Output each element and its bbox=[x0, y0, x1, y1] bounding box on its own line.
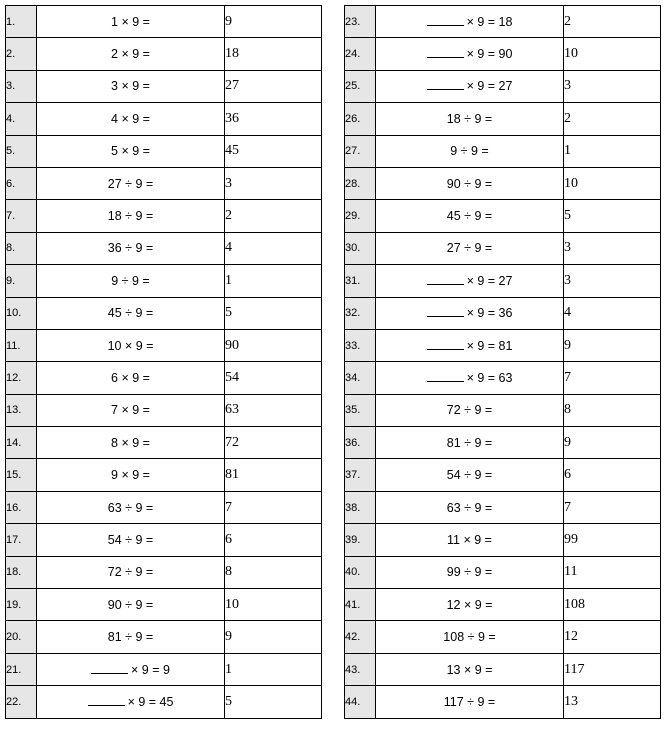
worksheet-row bbox=[6, 167, 322, 199]
answer-blank-line bbox=[427, 24, 464, 26]
worksheet-row bbox=[6, 653, 322, 685]
problem-answer: 10 bbox=[225, 589, 322, 621]
problem-number: 26. bbox=[345, 103, 376, 135]
problem-question bbox=[37, 686, 225, 718]
worksheet-row bbox=[6, 297, 322, 329]
problem-answer: 6 bbox=[564, 459, 661, 491]
question-text: × 9 = 27 bbox=[466, 79, 513, 94]
problem-question bbox=[376, 394, 564, 426]
problem-question bbox=[376, 459, 564, 491]
worksheet-row bbox=[345, 394, 661, 426]
question-text: 54 ÷ 9 = bbox=[107, 532, 154, 547]
answer-blank-line bbox=[427, 380, 464, 382]
problem-answer: 13 bbox=[564, 686, 661, 718]
problem-question bbox=[37, 653, 225, 685]
problem-question bbox=[37, 329, 225, 361]
worksheet-row bbox=[6, 265, 322, 297]
problem-question bbox=[37, 70, 225, 102]
problem-answer: 7 bbox=[225, 491, 322, 523]
problem-question bbox=[37, 265, 225, 297]
problem-question bbox=[37, 394, 225, 426]
right-worksheet-table bbox=[344, 5, 661, 719]
problem-answer: 5 bbox=[225, 686, 322, 718]
problem-answer: 108 bbox=[564, 589, 661, 621]
problem-number: 40. bbox=[345, 556, 376, 588]
answer-blank-line bbox=[88, 704, 125, 706]
question-text: 27 ÷ 9 = bbox=[446, 241, 493, 256]
worksheet-row bbox=[6, 103, 322, 135]
problem-number: 6. bbox=[6, 167, 37, 199]
problem-answer: 117 bbox=[564, 653, 661, 685]
worksheet-row bbox=[345, 329, 661, 361]
question-text: 27 ÷ 9 = bbox=[107, 176, 154, 191]
worksheet-row bbox=[345, 491, 661, 523]
problem-question bbox=[37, 232, 225, 264]
problem-answer: 99 bbox=[564, 524, 661, 556]
problem-answer: 9 bbox=[225, 621, 322, 653]
worksheet-row bbox=[345, 167, 661, 199]
problem-number: 24. bbox=[345, 38, 376, 70]
question-text: 72 ÷ 9 = bbox=[446, 403, 493, 418]
problem-question bbox=[37, 200, 225, 232]
worksheet-row bbox=[6, 135, 322, 167]
worksheet-row bbox=[345, 200, 661, 232]
question-text: 5 × 9 = bbox=[111, 144, 150, 159]
problem-question bbox=[37, 297, 225, 329]
problem-answer: 11 bbox=[564, 556, 661, 588]
problem-question bbox=[37, 362, 225, 394]
question-text: 8 × 9 = bbox=[111, 435, 150, 450]
problem-question bbox=[376, 329, 564, 361]
problem-answer: 1 bbox=[564, 135, 661, 167]
problem-answer: 54 bbox=[225, 362, 322, 394]
problem-question bbox=[376, 232, 564, 264]
worksheet-row bbox=[6, 329, 322, 361]
problem-question bbox=[37, 6, 225, 38]
problem-number: 44. bbox=[345, 686, 376, 718]
problem-number: 5. bbox=[6, 135, 37, 167]
worksheet-row bbox=[345, 265, 661, 297]
problem-question bbox=[37, 524, 225, 556]
worksheet-row bbox=[6, 6, 322, 38]
worksheet-row bbox=[6, 459, 322, 491]
problem-question bbox=[376, 491, 564, 523]
problem-number: 39. bbox=[345, 524, 376, 556]
problem-question bbox=[376, 427, 564, 459]
question-text: 18 ÷ 9 = bbox=[107, 209, 154, 224]
problem-question bbox=[37, 135, 225, 167]
problem-number: 4. bbox=[6, 103, 37, 135]
problem-number: 42. bbox=[345, 621, 376, 653]
problem-question bbox=[376, 362, 564, 394]
answer-blank-line bbox=[427, 56, 464, 58]
problem-question bbox=[376, 524, 564, 556]
problem-number: 7. bbox=[6, 200, 37, 232]
question-text: 10 × 9 = bbox=[107, 338, 154, 353]
problem-number: 31. bbox=[345, 265, 376, 297]
question-text: 13 × 9 = bbox=[446, 662, 493, 677]
question-text: 18 ÷ 9 = bbox=[446, 111, 493, 126]
problem-answer: 1 bbox=[225, 265, 322, 297]
problem-number: 34. bbox=[345, 362, 376, 394]
problem-answer: 8 bbox=[225, 556, 322, 588]
question-text: × 9 = 9 bbox=[131, 662, 170, 677]
problem-number: 22. bbox=[6, 686, 37, 718]
worksheet-row bbox=[6, 589, 322, 621]
worksheet-row bbox=[6, 524, 322, 556]
problem-number: 21. bbox=[6, 653, 37, 685]
answer-blank-line bbox=[427, 88, 464, 90]
problem-question bbox=[376, 135, 564, 167]
question-text: × 9 = 63 bbox=[466, 370, 513, 385]
worksheet-row bbox=[6, 38, 322, 70]
question-text: 108 ÷ 9 = bbox=[443, 630, 496, 645]
worksheet-row bbox=[345, 103, 661, 135]
worksheet-row bbox=[6, 70, 322, 102]
problem-number: 11. bbox=[6, 329, 37, 361]
question-text: 54 ÷ 9 = bbox=[446, 468, 493, 483]
problem-question bbox=[376, 653, 564, 685]
worksheet-row bbox=[345, 589, 661, 621]
problem-number: 14. bbox=[6, 427, 37, 459]
worksheet-row bbox=[345, 621, 661, 653]
left-worksheet-table bbox=[5, 5, 322, 719]
worksheet-row bbox=[345, 70, 661, 102]
problem-question bbox=[37, 167, 225, 199]
problem-answer: 7 bbox=[564, 362, 661, 394]
question-text: × 9 = 45 bbox=[127, 694, 174, 709]
problem-number: 23. bbox=[345, 6, 376, 38]
problem-number: 41. bbox=[345, 589, 376, 621]
problem-number: 43. bbox=[345, 653, 376, 685]
problem-answer: 7 bbox=[564, 491, 661, 523]
answer-blank-line bbox=[427, 283, 464, 285]
worksheet-row bbox=[345, 524, 661, 556]
problem-question bbox=[376, 103, 564, 135]
question-text: × 9 = 81 bbox=[466, 338, 513, 353]
problem-answer: 3 bbox=[564, 232, 661, 264]
problem-answer: 3 bbox=[564, 70, 661, 102]
problem-number: 2. bbox=[6, 38, 37, 70]
problem-question bbox=[37, 491, 225, 523]
problem-answer: 2 bbox=[564, 103, 661, 135]
problem-number: 29. bbox=[345, 200, 376, 232]
problem-question bbox=[37, 556, 225, 588]
problem-answer: 4 bbox=[564, 297, 661, 329]
worksheet-row bbox=[6, 621, 322, 653]
question-text: 9 ÷ 9 = bbox=[450, 144, 489, 159]
problem-number: 13. bbox=[6, 394, 37, 426]
worksheet-row bbox=[6, 686, 322, 718]
question-text: × 9 = 18 bbox=[466, 14, 513, 29]
problem-number: 28. bbox=[345, 167, 376, 199]
problem-answer: 1 bbox=[225, 653, 322, 685]
problem-answer: 63 bbox=[225, 394, 322, 426]
problem-answer: 27 bbox=[225, 70, 322, 102]
question-text: 4 × 9 = bbox=[111, 111, 150, 126]
question-text: 90 ÷ 9 = bbox=[107, 597, 154, 612]
problem-answer: 81 bbox=[225, 459, 322, 491]
problem-answer: 90 bbox=[225, 329, 322, 361]
answer-blank-line bbox=[91, 672, 128, 674]
problem-question bbox=[376, 556, 564, 588]
problem-question bbox=[376, 621, 564, 653]
problem-answer: 36 bbox=[225, 103, 322, 135]
problem-number: 17. bbox=[6, 524, 37, 556]
question-text: 3 × 9 = bbox=[111, 79, 150, 94]
problem-question bbox=[376, 6, 564, 38]
problem-question bbox=[376, 589, 564, 621]
problem-answer: 10 bbox=[564, 38, 661, 70]
worksheet-row bbox=[6, 427, 322, 459]
question-text: 45 ÷ 9 = bbox=[446, 209, 493, 224]
answer-blank-line bbox=[427, 315, 464, 317]
problem-question bbox=[376, 38, 564, 70]
question-text: 9 ÷ 9 = bbox=[111, 273, 150, 288]
problem-answer: 3 bbox=[564, 265, 661, 297]
problem-answer: 2 bbox=[225, 200, 322, 232]
problem-number: 30. bbox=[345, 232, 376, 264]
worksheet-row bbox=[6, 362, 322, 394]
worksheet-row bbox=[6, 556, 322, 588]
problem-question bbox=[376, 297, 564, 329]
problem-answer: 10 bbox=[564, 167, 661, 199]
problem-answer: 4 bbox=[225, 232, 322, 264]
question-text: 45 ÷ 9 = bbox=[107, 306, 154, 321]
question-text: 1 × 9 = bbox=[111, 14, 150, 29]
problem-question bbox=[37, 459, 225, 491]
worksheet-row bbox=[345, 427, 661, 459]
worksheet-row bbox=[6, 491, 322, 523]
question-text: 81 ÷ 9 = bbox=[446, 435, 493, 450]
problem-question bbox=[376, 200, 564, 232]
problem-number: 1. bbox=[6, 6, 37, 38]
problem-number: 33. bbox=[345, 329, 376, 361]
question-text: × 9 = 90 bbox=[466, 47, 513, 62]
problem-answer: 3 bbox=[225, 167, 322, 199]
problem-number: 3. bbox=[6, 70, 37, 102]
problem-answer: 72 bbox=[225, 427, 322, 459]
question-text: 2 × 9 = bbox=[111, 47, 150, 62]
question-text: 72 ÷ 9 = bbox=[107, 565, 154, 580]
worksheet-row bbox=[345, 686, 661, 718]
problem-number: 20. bbox=[6, 621, 37, 653]
question-text: 11 × 9 = bbox=[447, 532, 492, 547]
problem-number: 16. bbox=[6, 491, 37, 523]
problem-answer: 6 bbox=[225, 524, 322, 556]
worksheet-row bbox=[6, 394, 322, 426]
problem-number: 37. bbox=[345, 459, 376, 491]
question-text: 90 ÷ 9 = bbox=[446, 176, 493, 191]
problem-number: 25. bbox=[345, 70, 376, 102]
worksheet-row bbox=[345, 653, 661, 685]
question-text: 12 × 9 = bbox=[446, 597, 493, 612]
worksheet-row bbox=[345, 6, 661, 38]
question-text: 36 ÷ 9 = bbox=[107, 241, 154, 256]
answer-blank-line bbox=[427, 348, 464, 350]
problem-answer: 9 bbox=[225, 6, 322, 38]
worksheet-row bbox=[345, 135, 661, 167]
problem-answer: 45 bbox=[225, 135, 322, 167]
problem-question bbox=[37, 621, 225, 653]
question-text: 6 × 9 = bbox=[111, 370, 150, 385]
problem-number: 12. bbox=[6, 362, 37, 394]
worksheet-row bbox=[345, 232, 661, 264]
problem-number: 27. bbox=[345, 135, 376, 167]
worksheet-row bbox=[345, 297, 661, 329]
problem-question bbox=[37, 103, 225, 135]
problem-number: 36. bbox=[345, 427, 376, 459]
problem-number: 38. bbox=[345, 491, 376, 523]
question-text: 9 × 9 = bbox=[111, 468, 150, 483]
problem-number: 18. bbox=[6, 556, 37, 588]
question-text: × 9 = 27 bbox=[466, 273, 513, 288]
problem-answer: 8 bbox=[564, 394, 661, 426]
problem-answer: 5 bbox=[564, 200, 661, 232]
question-text: 63 ÷ 9 = bbox=[107, 500, 154, 515]
problem-answer: 9 bbox=[564, 427, 661, 459]
problem-answer: 12 bbox=[564, 621, 661, 653]
question-text: 63 ÷ 9 = bbox=[446, 500, 493, 515]
problem-answer: 2 bbox=[564, 6, 661, 38]
problem-question bbox=[376, 265, 564, 297]
problem-question bbox=[376, 686, 564, 718]
problem-number: 19. bbox=[6, 589, 37, 621]
problem-question bbox=[376, 70, 564, 102]
problem-question bbox=[376, 167, 564, 199]
problem-number: 32. bbox=[345, 297, 376, 329]
problem-number: 9. bbox=[6, 265, 37, 297]
worksheet-row bbox=[345, 556, 661, 588]
problem-question bbox=[37, 38, 225, 70]
question-text: 99 ÷ 9 = bbox=[446, 565, 493, 580]
problem-number: 15. bbox=[6, 459, 37, 491]
problem-number: 35. bbox=[345, 394, 376, 426]
worksheet-row bbox=[345, 459, 661, 491]
question-text: × 9 = 36 bbox=[466, 306, 513, 321]
problem-answer: 18 bbox=[225, 38, 322, 70]
problem-question bbox=[37, 427, 225, 459]
question-text: 7 × 9 = bbox=[111, 403, 150, 418]
problem-number: 10. bbox=[6, 297, 37, 329]
problem-question bbox=[37, 589, 225, 621]
question-text: 117 ÷ 9 = bbox=[443, 694, 496, 709]
problem-answer: 5 bbox=[225, 297, 322, 329]
worksheet-row bbox=[6, 200, 322, 232]
worksheet-row bbox=[345, 362, 661, 394]
worksheet-row bbox=[345, 38, 661, 70]
problem-answer: 9 bbox=[564, 329, 661, 361]
worksheet-row bbox=[6, 232, 322, 264]
question-text: 81 ÷ 9 = bbox=[107, 630, 154, 645]
problem-number: 8. bbox=[6, 232, 37, 264]
